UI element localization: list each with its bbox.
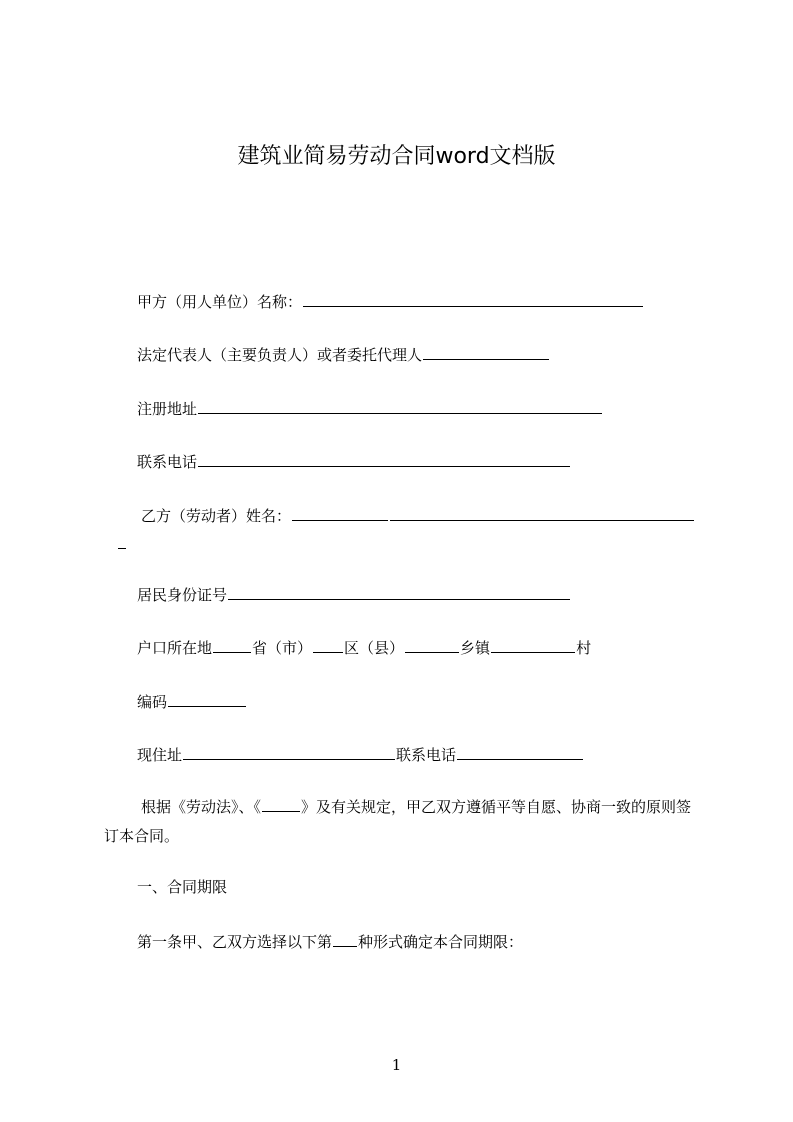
contact-phone-b-blank[interactable]	[457, 743, 583, 760]
basis-paragraph-text-1: 根据《劳动法》、《	[141, 798, 262, 816]
contact-phone-a-label: 联系电话	[137, 453, 198, 471]
postal-code-label: 编码	[137, 693, 168, 711]
section-heading: 一、合同期限	[137, 878, 228, 896]
contact-phone-a-row	[137, 450, 571, 473]
province-label: 省（市）	[252, 639, 313, 657]
clause-1	[137, 930, 523, 953]
current-address-row	[137, 743, 584, 766]
household-location-label: 户口所在地	[137, 639, 213, 657]
district-label: 区（县）	[344, 639, 405, 657]
village-label: 村	[576, 639, 592, 657]
party-a-name-blank[interactable]	[303, 290, 643, 307]
party-b-name-blank-2[interactable]	[390, 504, 694, 521]
party-b-name-label: 乙方（劳动者）姓名：	[141, 507, 292, 525]
current-address-blank[interactable]	[183, 743, 395, 760]
legal-rep-label: 法定代表人（主要负责人）或者委托代理人	[137, 346, 423, 364]
township-blank[interactable]	[405, 636, 459, 653]
province-blank[interactable]	[213, 636, 251, 653]
postal-code-row	[137, 690, 247, 713]
contact-phone-a-blank[interactable]	[198, 450, 570, 467]
postal-code-blank[interactable]	[168, 690, 246, 707]
legal-rep-row	[137, 343, 550, 366]
district-blank[interactable]	[313, 636, 343, 653]
party-a-name-label: 甲方（用人单位）名称：	[137, 293, 303, 311]
law-name-blank[interactable]	[262, 795, 300, 812]
party-b-name-blank-3[interactable]	[118, 532, 126, 549]
current-address-label: 现住址	[137, 746, 183, 764]
clause-1-option-blank[interactable]	[333, 930, 357, 947]
page-number: 1	[391, 1056, 402, 1074]
id-number-label: 居民身份证号	[137, 586, 228, 604]
village-blank[interactable]	[491, 636, 575, 653]
registered-address-label: 注册地址	[137, 400, 198, 418]
township-label: 乡镇	[460, 639, 491, 657]
party-b-name-wrap	[117, 532, 127, 555]
clause-1-text-1: 第一条甲、乙双方选择以下第	[137, 933, 333, 951]
party-a-name-row	[137, 290, 644, 313]
id-number-blank[interactable]	[228, 583, 570, 600]
party-b-name-blank-1[interactable]	[292, 504, 388, 521]
clause-1-text-2: 种形式确定本合同期限：	[358, 933, 524, 951]
basis-paragraph-text-2: 》及有关规定，甲乙双方遵循平等自愿、协商一致的原则签订本合同。	[104, 798, 692, 845]
basis-paragraph	[104, 793, 694, 851]
id-number-row	[137, 583, 571, 606]
household-row	[137, 636, 591, 659]
contact-phone-b-label: 联系电话	[396, 746, 457, 764]
document-title: 建筑业简易劳动合同word文档版	[237, 144, 556, 169]
registered-address-row	[137, 397, 603, 420]
legal-rep-blank[interactable]	[423, 343, 549, 360]
registered-address-blank[interactable]	[198, 397, 602, 414]
party-b-name-row	[141, 504, 695, 527]
